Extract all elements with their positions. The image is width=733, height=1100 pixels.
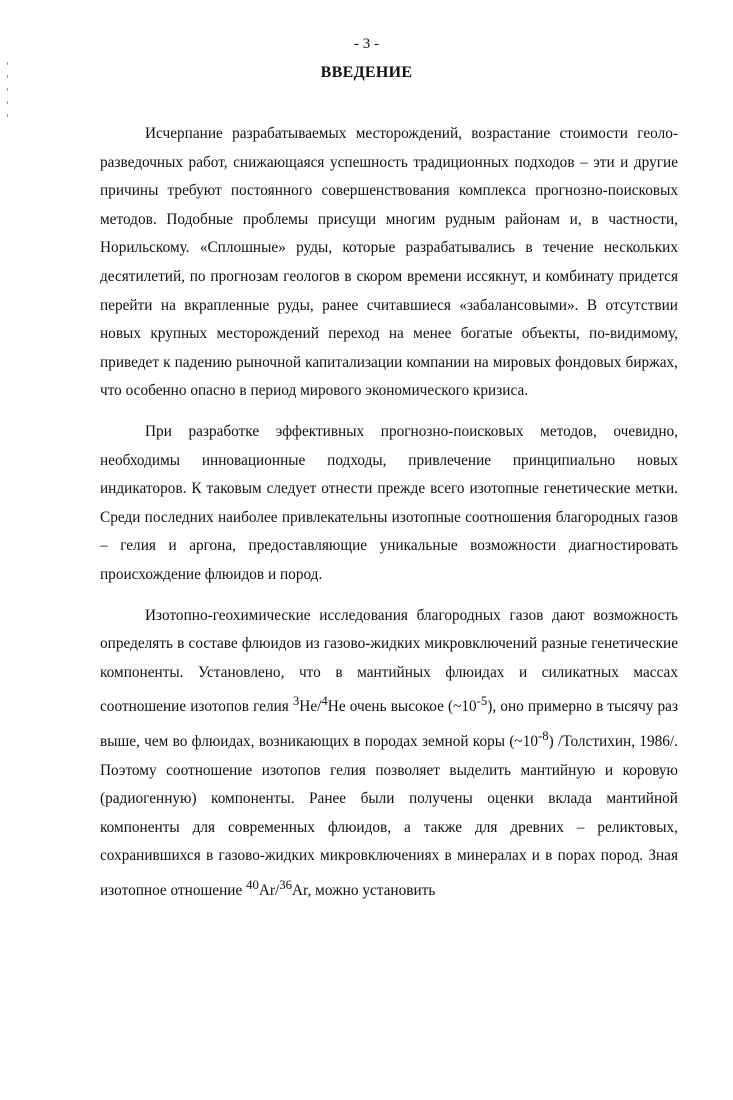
body-text	[100, 120, 678, 906]
section-title: ВВЕДЕНИЕ	[320, 64, 413, 81]
text-run: Изотопно-геохимические исследования благородных газов дают возможность определять в составе флюидов из газово-жидких микровключений разные генетические компоненты. Установлено, что в мантийных флюидах и силикатных массах соотношение изотопов гелия	[100, 606, 678, 716]
paragraph-1: Исчерпание разрабатываемых месторождений, возрастание стоимости геоло-разведочных работ, снижающаяся успешность традиционных подходов – эти и другие причины требуют постоянного совершенствования комплекса прогнозно-поисковых методов. Подобные проблемы присущи многим рудным районам и, в частности, Норильскому. «Сплошные» руды, которые разрабатывались в течение нескольких десятилетий, по прогнозам геологов в скором времени иссякнут, и комбинату придется перейти на вкрапленные руды, ранее считавшиеся «забалансовыми». В отсутствии новых крупных месторождений переход на менее богатые объекты, по-видимому, приведет к падению рыночной капитализации компании на мировых фондовых биржах, что особенно опасно в период мирового экономического кризиса.	[100, 125, 678, 400]
text-run: ), оно примерно в тысячу раз выше, чем во флюидах, возникающих в породах земной коры (~10	[100, 698, 678, 751]
superscript: 3	[292, 694, 300, 709]
text-run: He очень высокое (~10	[327, 698, 477, 716]
superscript: 36	[279, 878, 292, 893]
text-run: He/	[299, 698, 322, 716]
superscript: -8	[538, 728, 549, 743]
page-number: - 3 -	[354, 36, 379, 52]
text-run: ) /Толстихин, 1986/. Поэтому соотношение изотопов гелия позволяет выделить мантийную и коровую (радиогенную) компоненты. Ранее были получены оценки вклада мантийной компоненты для современных флюидов, а также для древних – реликтовых, сохранившихся в газово-жидких микровключениях в минералах и в порах пород. Зная изотопное отношение	[100, 733, 678, 900]
text-run: Ar/	[258, 882, 280, 900]
superscript: -5	[476, 694, 488, 709]
superscript: 40	[246, 878, 259, 893]
paragraph-2: При разработке эффективных прогнозно-поисковых методов, очевидно, необходимы инновационные подходы, привлечение принципиально новых индикаторов. К таковым следует отнести прежде всего изотопные генетические метки. Среди последних наиболее привлекательны изотопные соотношения благородных газов – гелия и аргона, предоставляющие уникальные возможности диагностировать происхождение флюидов и пород.	[100, 422, 678, 583]
paragraph-3	[100, 602, 678, 906]
superscript: 4	[321, 694, 328, 709]
text-run: Ar, можно установить	[291, 882, 436, 900]
